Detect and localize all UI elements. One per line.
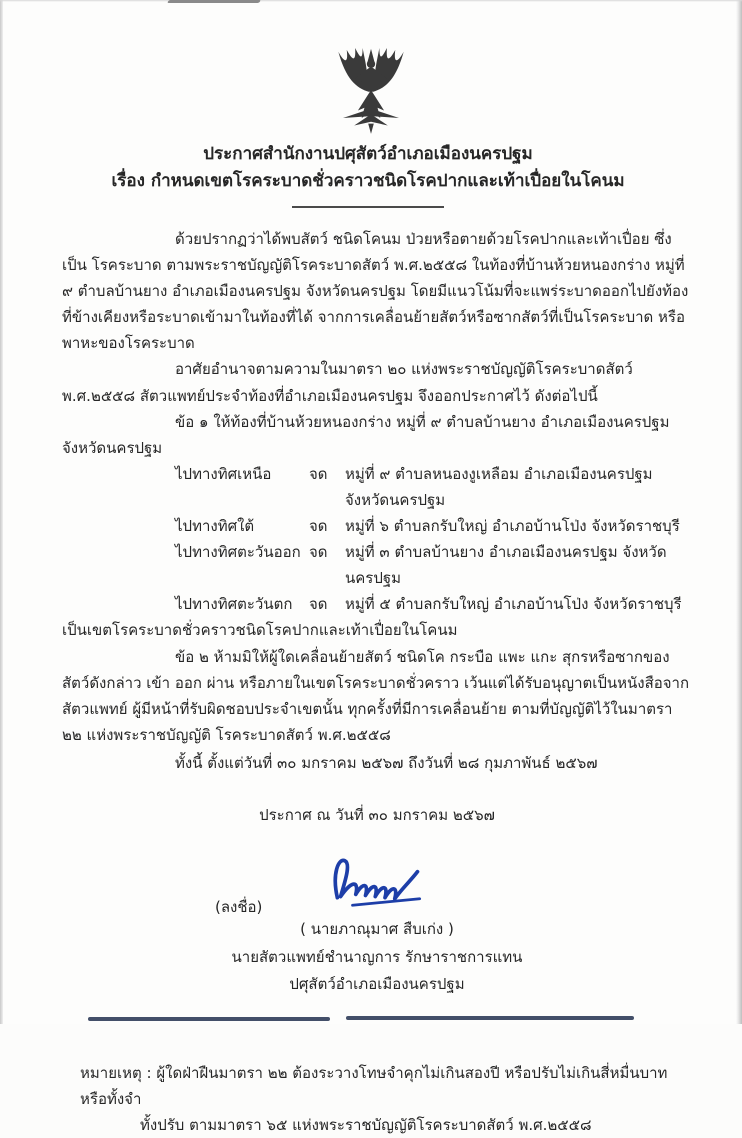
signer-name: ( นายภาณุมาศ สืบเก่ง ) (300, 920, 454, 939)
paragraph-intro: ด้วยปรากฏว่าได้พบสัตว์ ชนิดโคนม ป่วยหรือตายด้วยโรคปากและเท้าเปื่อย ซึ่งเป็น โรคระบาด ตามพระราชบัญญัติโรคระบาดสัตว์ พ.ศ.๒๕๕๘ ในท้องที่บ้านห้วยหนองกร่าง หมู่ที่ ๙ ตำบลบ้านยาง อำเภอเมืองนครปฐม จังหวัดนครปฐม โดยมีแนวโน้มที่จะแพร่ระบาดออกไปยังท้องที่ข้างเคียงหรือระบาดเข้ามาในท้องที่ได้ จากการเคลื่อนย้ายสัตว์หรือซากสัตว์ที่เป็นโรคระบาด หรือพาหะของโรคระบาด (62, 230, 689, 353)
scan-artifact-top (167, 0, 261, 3)
boundary-direction: ไปทางทิศตะวันตก (175, 595, 293, 614)
boundary-detail: หมู่ที่ ๖ ตำบลกรับใหญ่ อำเภอบ้านโป่ง จังหวัดราชบุรี (345, 517, 680, 536)
handwritten-signature (320, 850, 450, 914)
boundary-row-north (175, 461, 692, 513)
title-divider (292, 206, 444, 208)
boundary-jod: จด (309, 464, 328, 483)
boundary-detail: หมู่ที่ ๕ ตำบลกรับใหญ่ อำเภอบ้านโป่ง จังหวัดราชบุรี (345, 595, 682, 614)
boundary-jod: จด (309, 517, 328, 536)
boundary-row-west (175, 591, 692, 617)
signer-position-line1: นายสัตวแพทย์ชำนาญการ รักษาราชการแทน (231, 948, 523, 967)
scan-edge-right (736, 0, 742, 1024)
boundary-jod: จด (309, 543, 328, 562)
boundary-direction: ไปทางทิศเหนือ (175, 464, 272, 483)
clause-1: ข้อ ๑ ให้ท้องที่บ้านห้วยหนองกร่าง หมู่ที่ ๙ ตำบลบ้านยาง อำเภอเมืองนครปฐม จังหวัดนครปฐม (62, 412, 670, 457)
boundary-row-east (175, 539, 692, 591)
page-title: ประกาศสำนักงานปศุสัตว์อำเภอเมืองนครปฐม (203, 144, 533, 164)
subject-line: เรื่อง กำหนดเขตโรคระบาดชั่วคราวชนิดโรคปากและเท้าเปื่อยในโคนม (111, 171, 625, 192)
boundary-row-south (175, 513, 692, 539)
footnote-line1: หมายเหตุ : ผู้ใดฝ่าฝืนมาตรา ๒๒ ต้องระวางโทษจำคุกไม่เกินสองปี หรือปรับไม่เกินสี่หมื่นบาท หรือทั้งจำ (80, 1064, 668, 1109)
footnote-block (62, 1060, 692, 1138)
signature-label: (ลงชื่อ) (215, 898, 263, 917)
boundary-jod: จด (309, 595, 328, 614)
paragraph-authority: อาศัยอำนาจตามความในมาตรา ๒๐ แห่งพระราชบัญญัติโรคระบาดสัตว์ พ.ศ.๒๕๕๘ สัตวแพทย์ประจำท้องที่อำเภอเมืองนครปฐม จึงออกประกาศไว้ ดังต่อไปนี้ (62, 360, 633, 405)
garuda-emblem-icon (315, 42, 427, 138)
signature-block (62, 850, 692, 1000)
document-body (62, 226, 692, 1138)
boundary-detail: หมู่ที่ ๓ ตำบลบ้านยาง อำเภอเมืองนครปฐม จังหวัดนครปฐม (345, 543, 667, 588)
announcement-date: ประกาศ ณ วันที่ ๓๐ มกราคม ๒๕๖๗ (259, 805, 495, 824)
scan-edge-top (0, 0, 742, 2)
boundary-direction: ไปทางทิศตะวันออก (175, 543, 301, 562)
clause-2: ข้อ ๒ ห้ามมิให้ผู้ใดเคลื่อนย้ายสัตว์ ชนิดโค กระบือ แพะ แกะ สุกรหรือซากของสัตว์ดังกล่าว เข้า ออก ผ่าน หรือภายในเขตโรคระบาดชั่วคราว เว้นแต่ได้รับอนุญาตเป็นหนังสือจากสัตวแพทย์ ผู้มีหน้าที่รับผิดชอบประจำเขตนั้น ทุกครั้งที่มีการเคลื่อนย้าย ตามที่บัญญัติไว้ในมาตรา ๒๒ แห่งพระราชบัญญัติ โรคระบาดสัตว์ พ.ศ.๒๕๕๘ (62, 647, 690, 744)
signer-position-line2: ปศุสัตว์อำเภอเมืองนครปฐม (289, 975, 465, 994)
boundary-detail: หมู่ที่ ๙ ตำบลหนองงูเหลือม อำเภอเมืองนครปฐม จังหวัดนครปฐม (345, 464, 653, 509)
footnote-line2: ทั้งปรับ ตามมาตรา ๖๕ แห่งพระราชบัญญัติโรคระบาดสัตว์ พ.ศ.๒๕๕๘ (140, 1116, 592, 1135)
effective-period: ทั้งนี้ ตั้งแต่วันที่ ๓๐ มกราคม ๒๕๖๗ ถึงวันที่ ๒๘ กุมภาพันธ์ ๒๕๖๗ (175, 753, 598, 772)
boundary-direction: ไปทางทิศใต้ (175, 517, 255, 536)
boundary-closing: เป็นเขตโรคระบาดชั่วคราวชนิดโรคปากและเท้าเปื่อยในโคนม (62, 621, 458, 640)
